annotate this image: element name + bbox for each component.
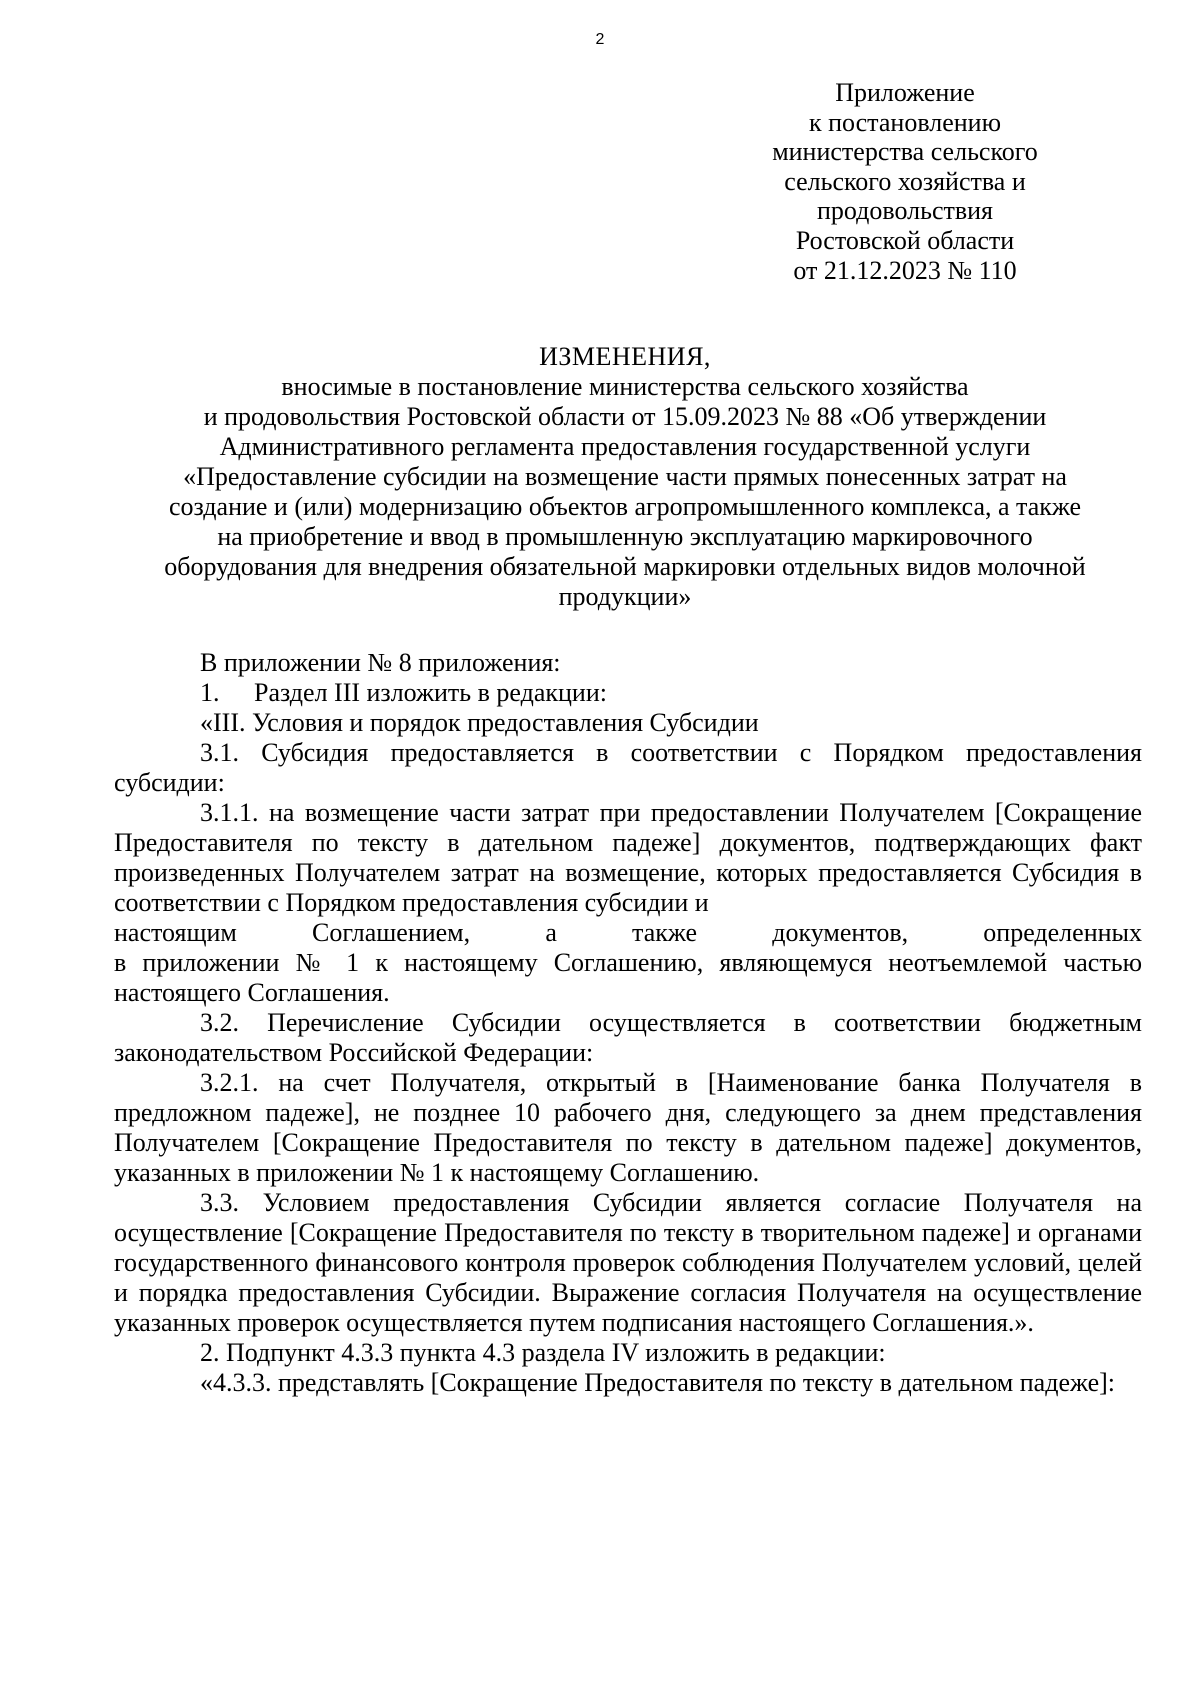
title-line: на приобретение и ввод в промышленную эксплуатацию маркировочного xyxy=(217,522,1033,551)
appendix-line: продовольствия xyxy=(816,196,994,226)
appendix-line: Приложение xyxy=(835,78,975,107)
paragraph-3-3: 3.3. Условием предоставления Субсидии является согласие Получателя на осуществление [Сокращение Предоставителя по тексту в творительном падеже] и органами государственного финансового контроля проверок соблюдения Получателем условий, целей и порядка предоставления Субсидии. Выражение согласия Получателя на осуществление указанных проверок осуществляется путем подписания настоящего Соглашения.». xyxy=(114,1188,1142,1337)
appendix-line: сельского хозяйства и xyxy=(784,166,1026,196)
title-line: продукции» xyxy=(558,582,692,611)
list-item-1 xyxy=(114,678,1142,708)
title-line: и продовольствия Ростовской области от 15.09.2023 № 88 «Об утверждении xyxy=(203,402,1047,431)
title-line: «Предоставление субсидии на возмещение части прямых понесенных затрат на xyxy=(183,462,1067,491)
title-line: Административного регламента предоставления государственной услуги xyxy=(219,432,1031,461)
appendix-line: Ростовской области xyxy=(795,225,1015,255)
appendix-line: министерства сельского xyxy=(772,137,1038,167)
list-item-1-text: Раздел III изложить в редакции: xyxy=(254,678,607,707)
paragraph-4-3-3: «4.3.3. представлять [Сокращение Предоставителя по тексту в дательном падеже]: xyxy=(200,1368,1116,1397)
title-heading: ИЗМЕНЕНИЯ, xyxy=(539,342,711,371)
paragraph-3-1-1-spread-line: настоящим Соглашением, а также документов, определенных xyxy=(114,918,1142,947)
paragraph-3-1: 3.1. Субсидия предоставляется в соответствии с Порядком предоставления субсидии: xyxy=(114,738,1142,797)
appendix-header xyxy=(755,78,1055,285)
title-line: оборудования для внедрения обязательной маркировки отдельных видов молочной xyxy=(164,552,1086,581)
paragraph-3-1-1: 3.1.1. на возмещение части затрат при предоставлении Получателем [Сокращение Предоставителя по тексту в дательном падеже] документов, подтверждающих факт произведенных Получателем затрат на возмещение, которых предоставляется Субсидия в соответствии с Порядком предоставления субсидии и xyxy=(114,798,1142,917)
title-line: вносимые в постановление министерства сельского хозяйства xyxy=(281,372,969,401)
document-body xyxy=(114,648,1142,1398)
intro-paragraph: В приложении № 8 приложения: xyxy=(200,648,561,677)
title-line: создание и (или) модернизацию объектов агропромышленного комплекса, а также xyxy=(168,492,1082,521)
list-item-1-number: 1. xyxy=(200,678,220,707)
paragraph-3-1-1-end: в приложении № 1 к настоящему Соглашению, являющемуся неотъемлемой частью настоящего Соглашения. xyxy=(114,948,1142,1007)
list-item-2: 2. Подпункт 4.3.3 пункта 4.3 раздела IV изложить в редакции: xyxy=(200,1338,886,1367)
page-number: 2 xyxy=(595,31,605,48)
document-title xyxy=(110,342,1140,612)
section-3-title: «III. Условия и порядок предоставления Субсидии xyxy=(200,708,759,737)
paragraph-3-2: 3.2. Перечисление Субсидии осуществляется в соответствии бюджетным законодательством Российской Федерации: xyxy=(114,1008,1142,1067)
appendix-line: к постановлению xyxy=(808,107,1002,137)
paragraph-3-2-1: 3.2.1. на счет Получателя, открытый в [Наименование банка Получателя в предложном падеже], не позднее 10 рабочего дня, следующего за днем представления Получателем [Сокращение Предоставителя по тексту в дательном падеже] документов, указанных в приложении № 1 к настоящему Соглашению. xyxy=(114,1068,1142,1187)
appendix-line: от 21.12.2023 № 110 xyxy=(793,255,1017,285)
